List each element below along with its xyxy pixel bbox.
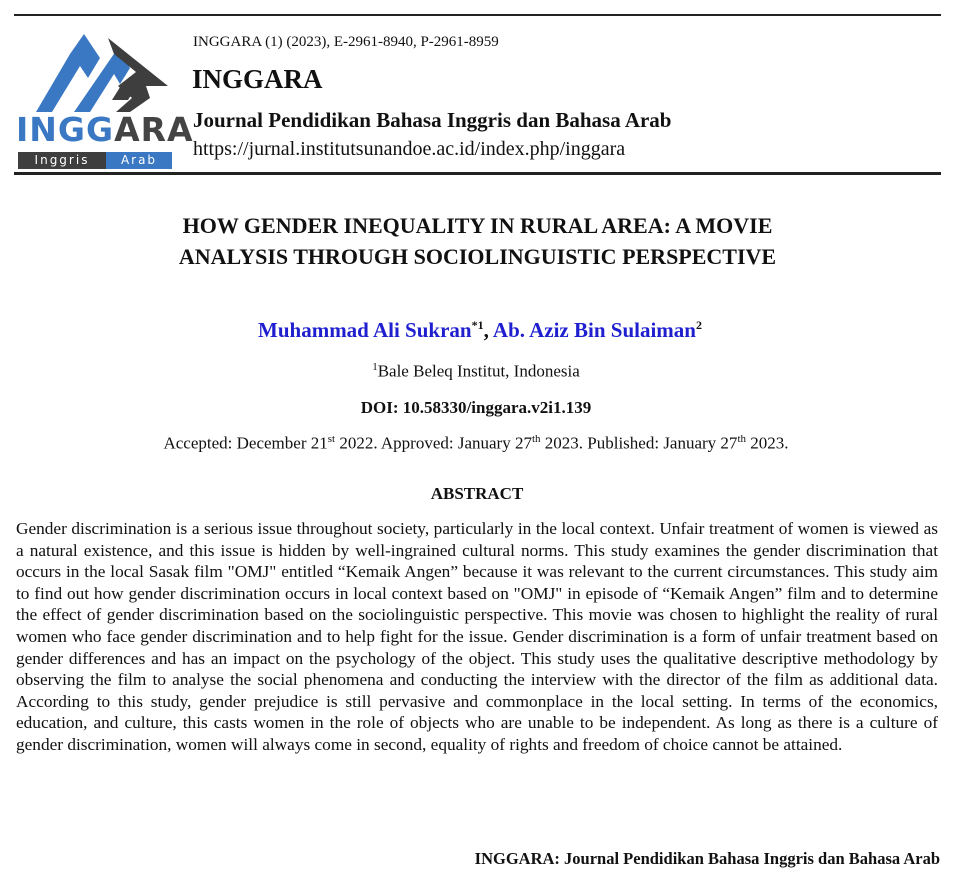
published-year: 2023.: [746, 433, 789, 453]
author-line: [0, 318, 960, 343]
accepted-sup: st: [327, 433, 336, 445]
affiliation-text: Bale Beleq Institut, Indonesia: [377, 361, 580, 381]
publication-dates: [0, 433, 952, 454]
author-2-mark: 2: [695, 318, 702, 332]
affiliation: [0, 361, 952, 382]
paper-title: [60, 210, 895, 272]
abstract-body: Gender discrimination is a serious issue throughout society, particularly in the local context. Unfair treatment of women is viewed as a natural existence, and this issue is hidden by well-ingrained cultural norms. This study examines the gender discrimination that occurs in the local Sasak film "OMJ" entitled “Kemaik Angen” because it was relevant to the current circumstances. This study aim to find out how gender discrimination occurs in local context based on "OMJ" in episode of “Kemaik Angen” film and to determine the effect of gender discrimination based on the sociolinguistic perspective. This movie was chosen to highlight the reality of rural women who face gender discrimination and to help fight for the issue. Gender discrimination is a form of unfair treatment based on gender differences and has an impact on the psychology of the object. This study uses the qualitative descriptive methodology by observing the film to analyse the social phenomena and conducting the interview with the director of the film as additional data. According to this study, gender prejudice is still pervasive and commonplace in the local setting. In terms of the economics, education, and culture, this casts women in the role of objects who are unable to be independent. As long as there is a culture of gender discrimination, women will always come in second, equality of rights and freedom of choice cannot be attained.: [16, 519, 938, 754]
footer-journal: INGGARA: Journal Pendidikan Bahasa Inggris dan Bahasa Arab: [474, 849, 940, 868]
author-separator: ,: [483, 318, 493, 342]
logo-mark-icon: [18, 28, 168, 114]
logo-word-part2: ARA: [114, 110, 194, 149]
published-sup: th: [737, 433, 746, 445]
logo-bar-right: Arab: [106, 152, 172, 169]
approved-label: 2022. Approved: January 27: [335, 433, 532, 453]
accepted-label: Accepted: December 21: [163, 433, 328, 453]
logo-wordmark: [16, 110, 194, 150]
journal-subtitle: Journal Pendidikan Bahasa Inggris dan Bahasa Arab: [193, 108, 672, 132]
author-1[interactable]: Muhammad Ali Sukran: [258, 318, 472, 342]
title-line-1: HOW GENDER INEQUALITY IN RURAL AREA: A MOVIE: [182, 213, 773, 238]
journal-logo: [12, 28, 194, 167]
header-rule: [14, 172, 941, 175]
author-1-mark: *1: [471, 318, 484, 332]
doi[interactable]: DOI: 10.58330/inggara.v2i1.139: [360, 398, 592, 417]
approved-sup: th: [531, 433, 541, 445]
journal-name: INGGARA: [192, 64, 323, 94]
abstract-heading: ABSTRACT: [430, 484, 524, 503]
logo-word-part1: INGG: [16, 110, 115, 149]
issue-line: INGGARA (1) (2023), E-2961-8940, P-2961-8959: [193, 34, 499, 50]
author-2[interactable]: Ab. Aziz Bin Sulaiman: [492, 318, 696, 342]
top-rule: [14, 14, 941, 16]
title-line-2: ANALYSIS THROUGH SOCIOLINGUISTIC PERSPECTIVE: [178, 244, 777, 269]
published-label: 2023. Published: January 27: [540, 433, 738, 453]
affiliation-mark: 1: [372, 361, 378, 373]
logo-bar: [18, 152, 172, 169]
journal-url[interactable]: https://jurnal.institutsunandoe.ac.id/index.php/inggara: [193, 138, 626, 160]
logo-bar-left: Inggris: [18, 152, 106, 169]
